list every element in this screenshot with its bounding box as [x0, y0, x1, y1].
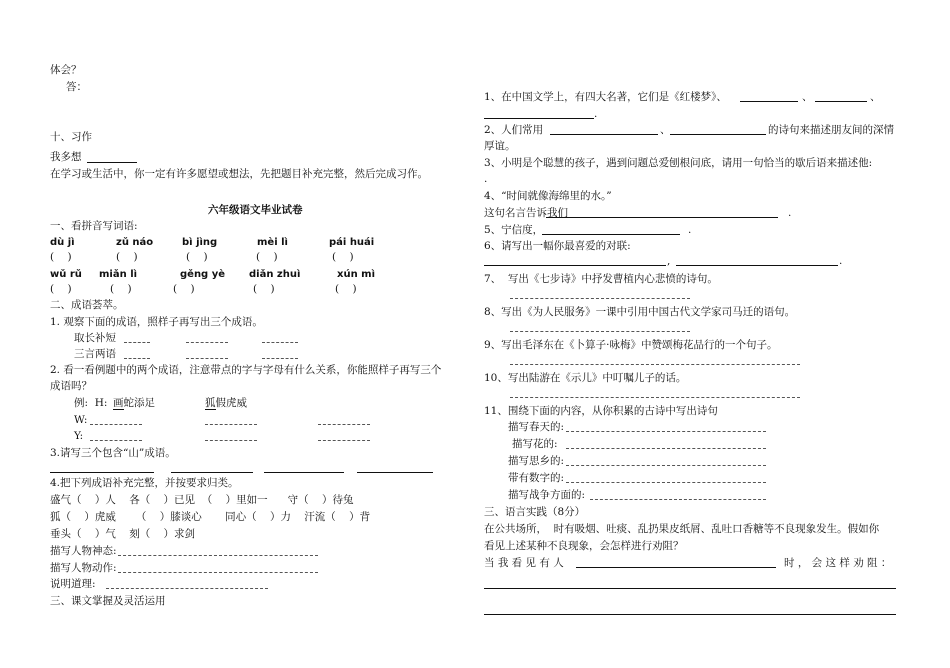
answer-line[interactable] [484, 614, 896, 615]
idiom-example: 狐假虎威 [205, 397, 247, 409]
question-text: 4、“时间就像海绵里的水。” [484, 190, 612, 202]
pinyin: zǔ náo [116, 237, 154, 248]
answer-blank[interactable] [546, 217, 778, 218]
section-heading: 十、习作 [50, 131, 92, 143]
punctuation: . [839, 255, 843, 267]
answer-paren[interactable]: ( ) [116, 251, 138, 263]
answer-blank[interactable] [550, 134, 658, 135]
question-text: 8、写出《为人民服务》一课中引用中国古代文学家司马迁的语句。 [484, 306, 796, 318]
question-text: 9、写出毛泽东在《卜算子·咏梅》中赞颂梅花品行的一个句子。 [484, 339, 778, 351]
answer-blank[interactable] [262, 358, 298, 359]
practice-text: 看见上述某种不良现象，会怎样进行劝阻？ [484, 540, 684, 552]
pinyin: dù jì [50, 237, 75, 248]
answer-blank[interactable] [205, 424, 257, 425]
question-text: 6、请写出一幅你最喜爱的对联: [484, 240, 631, 252]
text-line: 体会？ [50, 64, 82, 76]
answer-blank[interactable] [566, 465, 766, 466]
pinyin: xún mì [337, 269, 376, 280]
answer-paren[interactable]: ( ) [50, 251, 72, 263]
pinyin: gěng yè [180, 269, 225, 280]
answer-blank[interactable] [815, 101, 867, 102]
answer-blank[interactable] [510, 397, 800, 398]
answer-blank[interactable] [318, 424, 370, 425]
answer-blank[interactable] [484, 265, 666, 266]
answer-paren[interactable]: ( ) [110, 283, 132, 295]
answer-paren[interactable]: ( ) [50, 283, 72, 295]
pinyin: miǎn lì [99, 269, 138, 280]
answer-blank[interactable] [576, 567, 776, 568]
answer-blank[interactable] [670, 134, 766, 135]
answer-blank[interactable] [262, 342, 298, 343]
section-heading: 三、语言实践（8分） [484, 506, 586, 518]
section-heading: 一、看拼音写词语: [50, 220, 138, 232]
punctuation: 、 [802, 91, 813, 103]
fill-row[interactable]: 狐（ ）虎威 （ ）膝谈心 同心（ ）力 汗流（ ）背 [50, 511, 371, 523]
punctuation: , [667, 255, 671, 267]
answer-blank[interactable] [124, 342, 150, 343]
letter-label: Y: [74, 430, 84, 442]
question-text: 的诗句来描述朋友间的深情 [768, 124, 894, 136]
punctuation: . [594, 108, 598, 120]
pinyin: wǔ rǔ [50, 269, 82, 280]
answer-blank[interactable] [118, 555, 318, 556]
idiom-example: 三言两语 [74, 348, 116, 360]
practice-text: 时 ， 会 这 样 劝 阻 ： [784, 557, 892, 569]
question-text: 2. 看一看例题中的两个成语，注意带点的字与字母有什么关系，你能照样子再写三个 [50, 364, 442, 376]
answer-blank[interactable] [484, 118, 594, 119]
classify-label: 说明道理: [50, 578, 96, 590]
answer-paren[interactable]: ( ) [173, 283, 195, 295]
question-text: 1. 观察下面的成语，照样子再写出三个成语。 [50, 316, 263, 328]
answer-blank[interactable] [264, 472, 344, 473]
punctuation: . [788, 207, 792, 219]
question-text: 7、 写出《七步诗》中抒发曹植内心悲愤的诗句。 [484, 273, 718, 285]
poem-topic: 描写战争方面的: [508, 489, 586, 501]
idiom-example: 取长补短 [74, 332, 116, 344]
question-text: 5、宁信度， [484, 224, 544, 236]
punctuation: 、 [870, 91, 881, 103]
answer-blank[interactable] [186, 342, 228, 343]
example-label: 例: H: [74, 397, 108, 409]
question-text: 成语吗？ [50, 380, 92, 392]
idiom-example: 画蛇添足 [113, 397, 155, 409]
answer-blank[interactable] [186, 358, 228, 359]
answer-line[interactable] [484, 588, 896, 589]
answer-paren[interactable]: ( ) [335, 283, 357, 295]
pinyin: mèi lì [257, 237, 288, 248]
dotted-char-mark [113, 409, 124, 410]
exam-title: 六年级语文毕业试卷 [208, 204, 303, 216]
answer-blank[interactable] [590, 499, 766, 500]
answer-blank[interactable] [171, 472, 253, 473]
answer-blank[interactable] [118, 572, 318, 573]
answer-blank[interactable] [510, 331, 690, 332]
question-text: 10、写出陆游在《示儿》中叮嘱儿子的话。 [484, 372, 687, 384]
answer-blank[interactable] [566, 482, 766, 483]
question-text: 这句名言告诉我们 [484, 207, 568, 219]
section-heading: 二、成语荟萃。 [50, 299, 124, 311]
poem-topic: 描写花的: [512, 438, 558, 450]
answer-blank[interactable] [90, 440, 142, 441]
fill-row[interactable]: 盛气（ ）人 各（ ）已见 （ ）里如一 守（ ）待兔 [50, 494, 354, 506]
answer-blank[interactable] [50, 472, 154, 473]
answer-blank[interactable] [510, 298, 690, 299]
question-text: 3.请写三个包含“山”成语。 [50, 447, 176, 459]
answer-paren[interactable]: ( ) [332, 251, 354, 263]
answer-blank[interactable] [542, 234, 680, 235]
practice-text: 当 我 看 见 有 人 [484, 557, 564, 569]
question-text: 4.把下列成语补充完整，并按要求归类。 [50, 477, 239, 489]
question-text: 厚谊。 [484, 140, 516, 152]
answer-label: 答： [66, 81, 87, 93]
composition-instruction: 在学习或生活中，你一定有许多愿望或想法，先把题目补充完整，然后完成习作。 [50, 168, 428, 180]
dotted-char-mark [205, 409, 216, 410]
title-blank[interactable] [87, 162, 137, 163]
answer-paren[interactable]: ( ) [253, 283, 275, 295]
poem-topic: 描写思乡的: [508, 455, 565, 467]
pinyin: diǎn zhuì [249, 269, 301, 280]
letter-label: W: [74, 414, 88, 426]
answer-blank[interactable] [357, 472, 433, 473]
classify-label: 描写人物动作: [50, 562, 117, 574]
question-text: 2、人们常用 [484, 124, 544, 136]
poem-topic: 描写春天的: [508, 421, 565, 433]
answer-paren[interactable]: ( ) [186, 251, 208, 263]
punctuation: . [688, 224, 692, 236]
punctuation: . [484, 173, 488, 185]
fill-row[interactable]: 垂头（ ）气 刻（ ）求剑 [50, 528, 196, 540]
answer-blank[interactable] [566, 431, 766, 432]
section-heading: 三、课文掌握及灵活运用 [50, 595, 166, 607]
answer-blank[interactable] [676, 265, 838, 266]
question-text: 3、小明是个聪慧的孩子，遇到问题总爱刨根问底，请用一句恰当的歇后语来描述他: [484, 157, 873, 169]
pinyin: bì jìng [182, 237, 218, 248]
classify-label: 描写人物神态: [50, 545, 117, 557]
punctuation: 、 [660, 124, 671, 136]
composition-prompt: 我多想 [50, 151, 82, 163]
pinyin: pái huái [329, 237, 375, 248]
question-text: 1、在中国文学上，有四大名著，它们是《红楼梦》、 [484, 91, 727, 103]
answer-blank[interactable] [740, 101, 798, 102]
practice-text: 在公共场所， 时有吸烟、吐痰、乱扔果皮纸屑、乱吐口香糖等不良现象发生。假如你 [484, 523, 880, 535]
answer-paren[interactable]: ( ) [256, 251, 278, 263]
poem-topic: 带有数字的: [508, 472, 565, 484]
answer-blank[interactable] [124, 358, 150, 359]
answer-blank[interactable] [205, 440, 257, 441]
answer-blank[interactable] [510, 364, 800, 365]
answer-blank[interactable] [90, 424, 142, 425]
question-text: 11、围绕下面的内容，从你积累的古诗中写出诗句 [484, 405, 718, 417]
answer-blank[interactable] [566, 448, 766, 449]
answer-blank[interactable] [318, 440, 370, 441]
answer-blank[interactable] [106, 588, 268, 589]
